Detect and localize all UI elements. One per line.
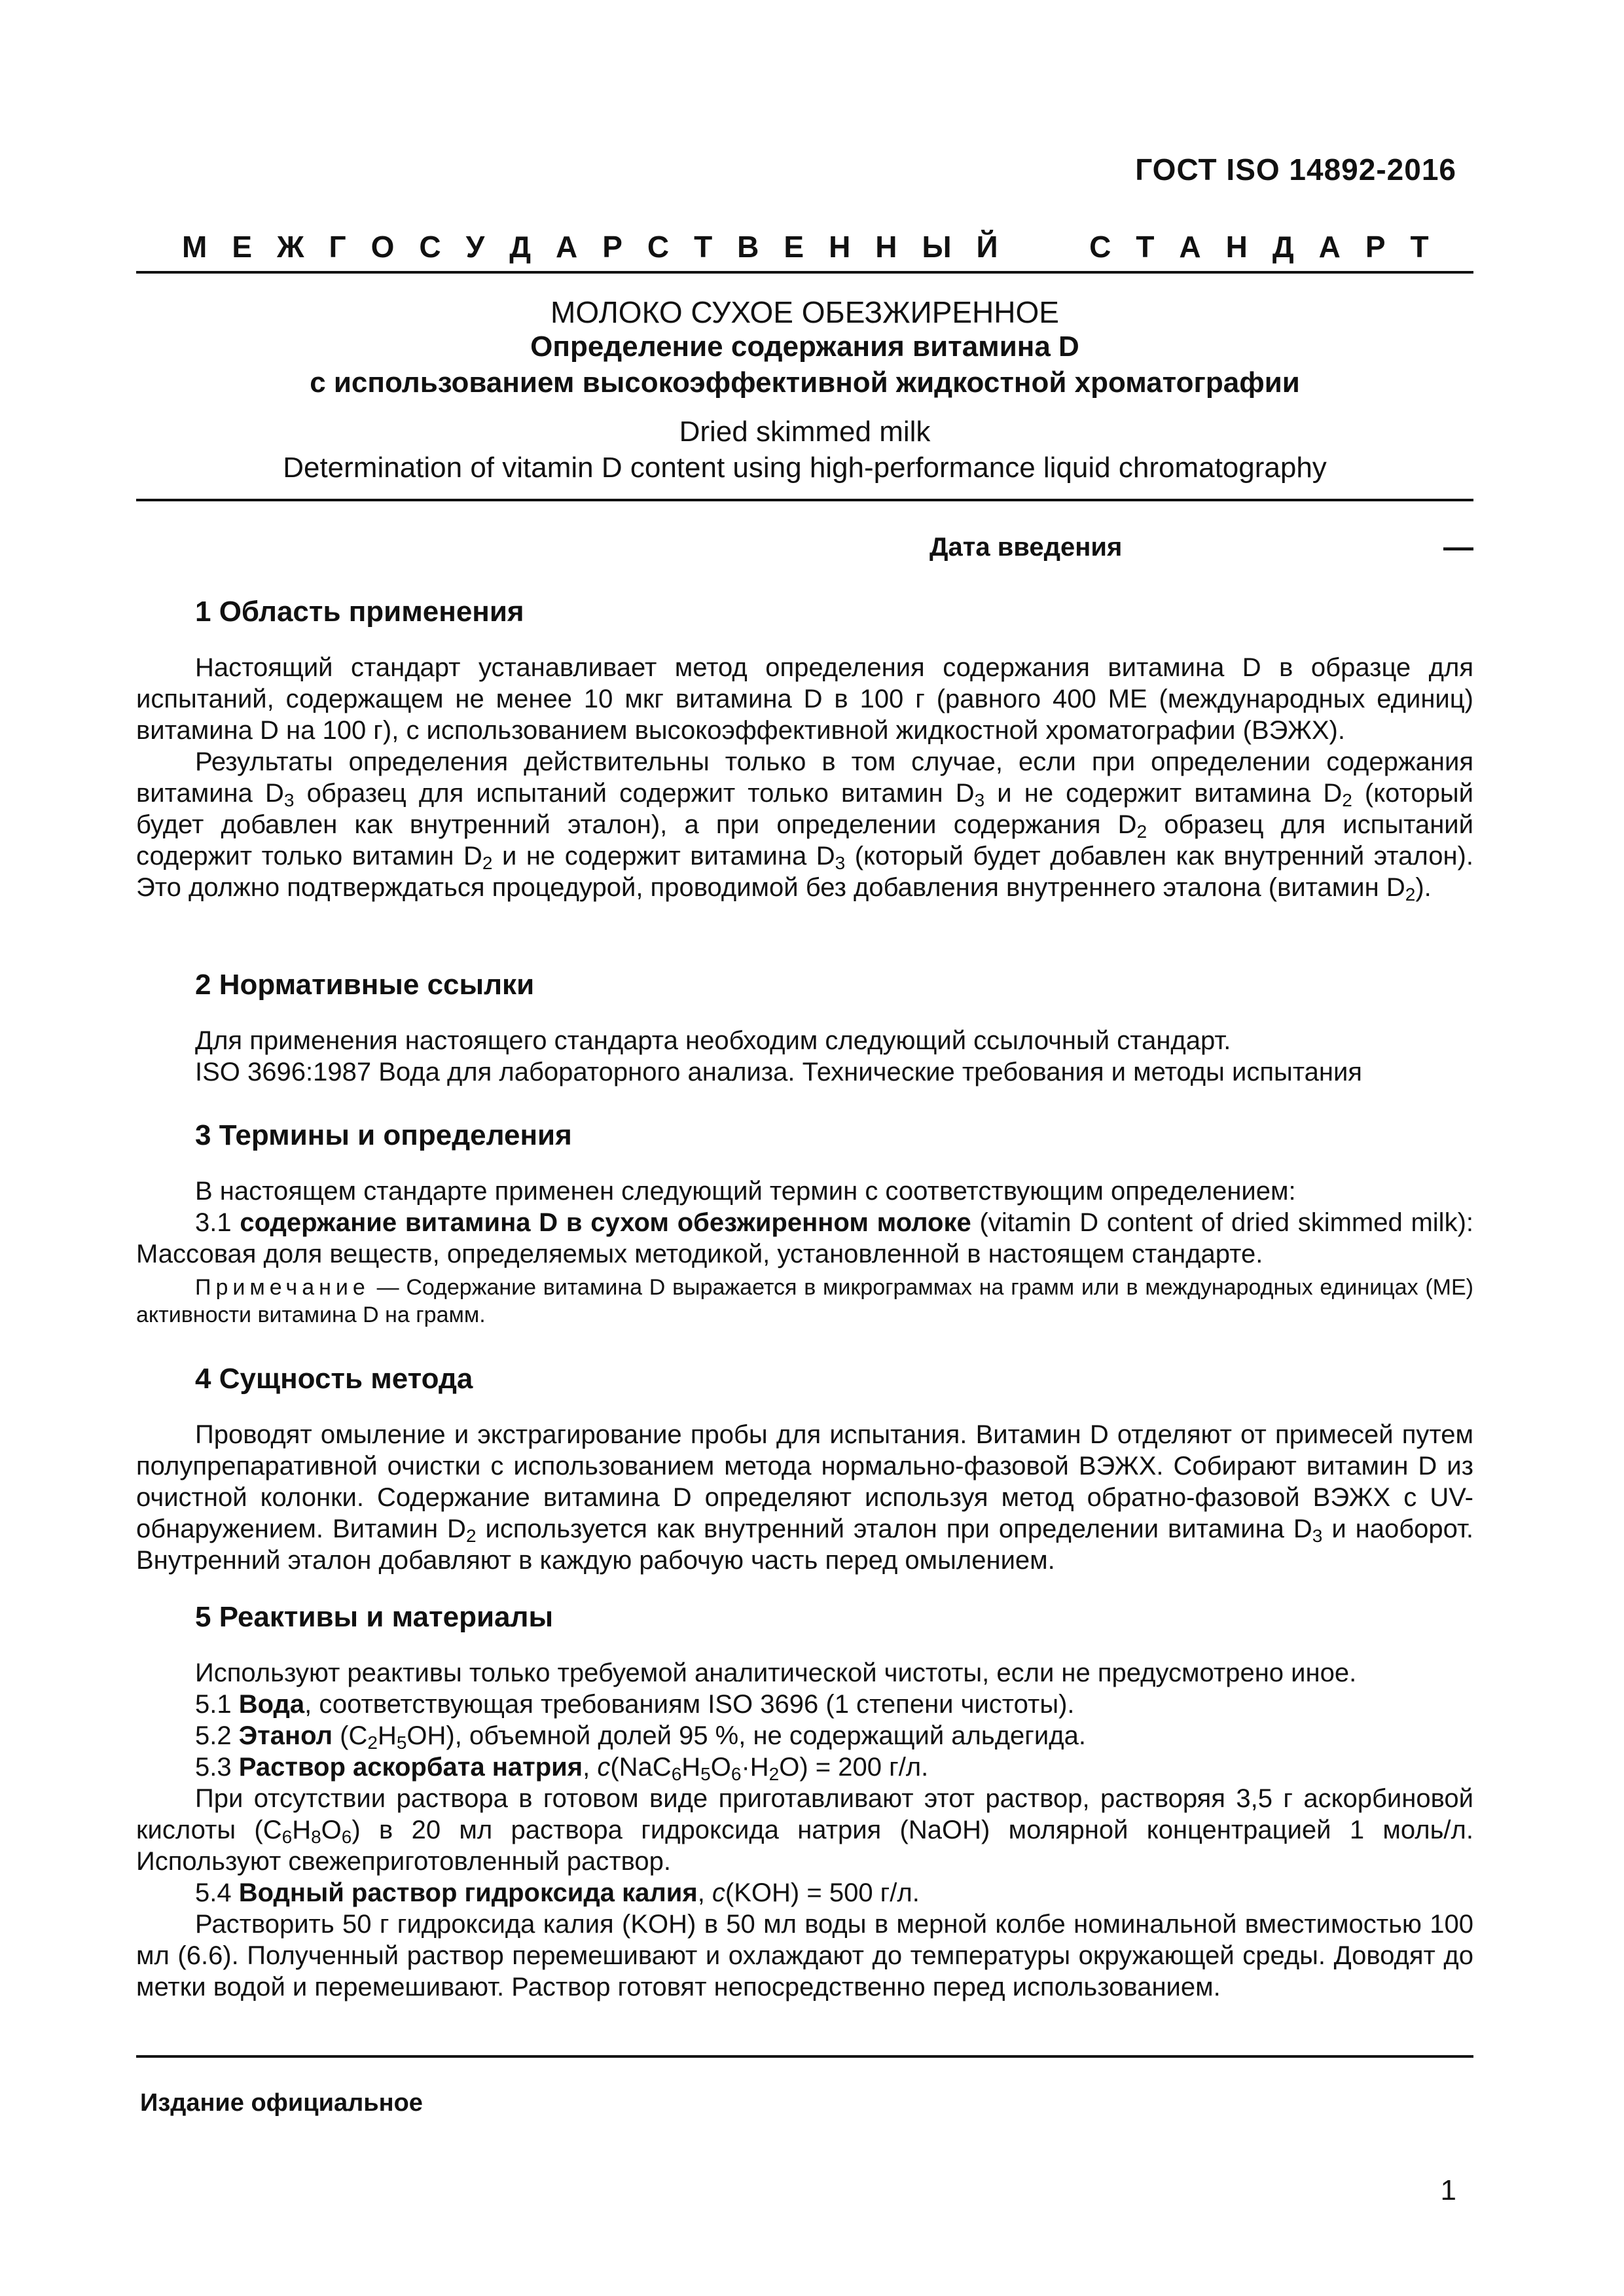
banner-letter	[1056, 229, 1064, 264]
banner-letter: У	[465, 230, 485, 264]
section-5-body: Используют реактивы только требуемой аналитической чистоты, если не предусмотрено иное. 5.1 Вода, соответствующая требованиям ISO 3696 (1 степени чистоты). 5.2 Этанол $(C_2H_5OH)$, объемной долей 95 %, не содержащий альдегида. 5.3 Раствор аскорбата натрия, $c(NaC_6H_5O_6\cdot H_2O) = 200$ г/л. При отсутствии раствора в готовом виде приготавливают этот раствор, растворяя 3,5 г аскорбиновой кислоты $(C_6H_8O_6)$ в 20 мл раствора гидроксида натрия (NaOH) молярной концентрацией 1 моль/л. Используют свежеприготовленный раствор. 5.4 Водный раствор гидроксида калия, c(KOH) = 500 г/л. Растворить 50 г гидроксида калия (KOH) в 50 мл воды в мерной колбе номинальной вместимостью 100 мл (6.6). Полученный раствор перемешивают и охлаждают до температуры окружающей среды. Доводят до метки водой и перемешивают. Раствор готовят непосредственно перед использованием.	[136, 1659, 1474, 2001]
item-5-3-preparation: При отсутствии раствора в готовом виде приготавливают этот раствор, растворяя 3,5 г аскорбиновой кислоты $(C_6H_8O_6)$ в 20 мл раствора гидроксида натрия (NaOH) молярной концентрацией 1 моль/л. Используют свежеприготовленный раствор.	[136, 1784, 1474, 1876]
section-1-heading: 1 Область применения	[195, 596, 524, 628]
banner-letter: Г	[329, 230, 346, 264]
banner-letter: С	[647, 230, 670, 264]
section-1-paragraph-2: Результаты определения действительны только в том случае, если при определении содержания витамина $D_3$ образец для испытаний содержит только витамин $D_3$ и не содержит витамина $D_2$ (который будет добавлен как внутренний эталон), а при определении содержания $D_2$ образец для испытаний содержит только витамин $D_2$ и не содержит витамина $D_3$ (который будет добавлен как внутренний эталон). Это должно подтверждаться процедурой, проводимой без добавления внутреннего эталона (витамин $D_2$).	[136, 747, 1474, 905]
section-1-paragraph-1: Настоящий стандарт устанавливает метод определения содержания витамина D в образце для испытаний, содержащем не менее 10 мкг витамина D в 100 г (равного 400 МЕ (международных единиц) витамина D на 100 г), с использованием высокоэффективной жидкостной хроматографии (ВЭЖХ).	[136, 653, 1473, 745]
title-en-2: Determination of vitamin D content using high-performance liquid chromatography	[283, 452, 1327, 484]
banner-letter: Н	[1225, 230, 1248, 264]
banner-letter: А	[1318, 230, 1341, 264]
item-5-4: 5.4 Водный раствор гидроксида калия, c(KOH) = 500 г/л.	[195, 1878, 920, 1907]
banner-letter: Е	[232, 230, 252, 264]
banner-letter: С	[419, 230, 441, 264]
item-5-2: 5.2 Этанол $(C_2H_5OH)$, объемной долей 95 %, не содержащий альдегида.	[195, 1721, 1086, 1753]
banner-letter: Т	[1136, 230, 1155, 264]
section-4-body: Проводят омыление и экстрагирование пробы для испытания. Витамин D отделяют от примесей путем полупрепаративной очистки с использованием метода нормально-фазовой ВЭЖХ. Собирают витамин D из очистной колонки. Содержание витамина D определяют используя метод обратно-фазовой ВЭЖХ с UV-обнаружением. Витамин $D_2$ используется как внутренний эталон при определении витамина $D_3$ и наоборот. Внутренний эталон добавляют в каждую рабочую часть перед омылением.	[136, 1420, 1474, 1575]
banner-letter: А	[1179, 230, 1201, 264]
banner-letter: О	[370, 230, 395, 264]
banner-letter: Т	[694, 230, 713, 264]
item-5-3: 5.3 Раствор аскорбата натрия, $c(NaC_6H_5O_6\cdot H_2O) = 200$ г/л.	[195, 1753, 929, 1784]
page-number: 1	[1440, 2174, 1456, 2206]
introduction-date-label: Дата введения	[929, 533, 1123, 562]
section-3-note: Примечание — Содержание витамина D выражается в микрограммах на грамм или в международных единицах (МЕ) активности витамина D на грамм.	[136, 1275, 1473, 1327]
title-ru-subtitle-1: Определение содержания витамина D	[530, 331, 1079, 363]
section-4-heading: 4 Сущность метода	[195, 1363, 473, 1395]
banner-letter: Д	[1272, 230, 1294, 264]
banner-letter: С	[1089, 230, 1111, 264]
banner-letter: А	[555, 230, 578, 264]
section-2-body: Для применения настоящего стандарта необходим следующий ссылочный стандарт. ISO 3696:1987 Вода для лабораторного анализа. Технические требования и методы испытания	[195, 1026, 1362, 1086]
introduction-date-dash: —	[1443, 529, 1473, 564]
section-3-body: В настоящем стандарте применен следующий термин с соответствующим определением: 3.1 содержание витамина D в сухом обезжиренном молоке (vitamin D content of dried skimmed milk): Массовая доля веществ, определяемых методикой, установленной в настоящем стандарте.	[136, 1177, 1473, 1268]
banner-letter: Ы	[922, 230, 952, 264]
section-5-heading: 5 Реактивы и материалы	[195, 1601, 554, 1633]
item-5-4-preparation: Растворить 50 г гидроксида калия (KOH) в 50 мл воды в мерной колбе номинальной вместимостью 100 мл (6.6). Полученный раствор перемешивают и охлаждают до температуры окружающей среды. Доводят до метки водой и перемешивают. Раствор готовят непосредственно перед использованием.	[136, 1910, 1473, 2001]
banner-letter: М	[182, 230, 208, 264]
banner-letter: Й	[976, 230, 998, 264]
banner-letter: Р	[602, 230, 623, 264]
section-2-heading: 2 Нормативные ссылки	[195, 969, 535, 1001]
banner-letter: Р	[1365, 230, 1386, 264]
interstate-standard-banner	[182, 229, 1429, 264]
title-rule	[136, 499, 1473, 501]
banner-letter: Т	[1410, 230, 1429, 264]
section-3-heading: 3 Термины и определения	[195, 1119, 572, 1151]
footer-rule	[136, 2055, 1473, 2058]
official-edition-label: Издание официальное	[140, 2089, 423, 2117]
banner-letter: Ж	[276, 230, 304, 264]
banner-letter: Н	[875, 230, 897, 264]
standard-code: ГОСТ ISO 14892-2016	[1135, 152, 1456, 187]
banner-letter: Д	[509, 230, 531, 264]
banner-letter: Е	[784, 230, 804, 264]
title-ru-subtitle-2: с использованием высокоэффективной жидкостной хроматографии	[310, 367, 1300, 399]
item-5-1: 5.1 Вода, соответствующая требованиям ISO 3696 (1 степени чистоты).	[195, 1690, 1075, 1719]
header-rule	[136, 271, 1473, 274]
banner-letter: В	[737, 230, 759, 264]
banner-letter: Н	[829, 230, 851, 264]
title-en-1: Dried skimmed milk	[679, 416, 931, 448]
banner-letter	[1023, 229, 1032, 264]
title-ru-main: МОЛОКО СУХОЕ ОБЕЗЖИРЕННОЕ	[550, 295, 1059, 329]
